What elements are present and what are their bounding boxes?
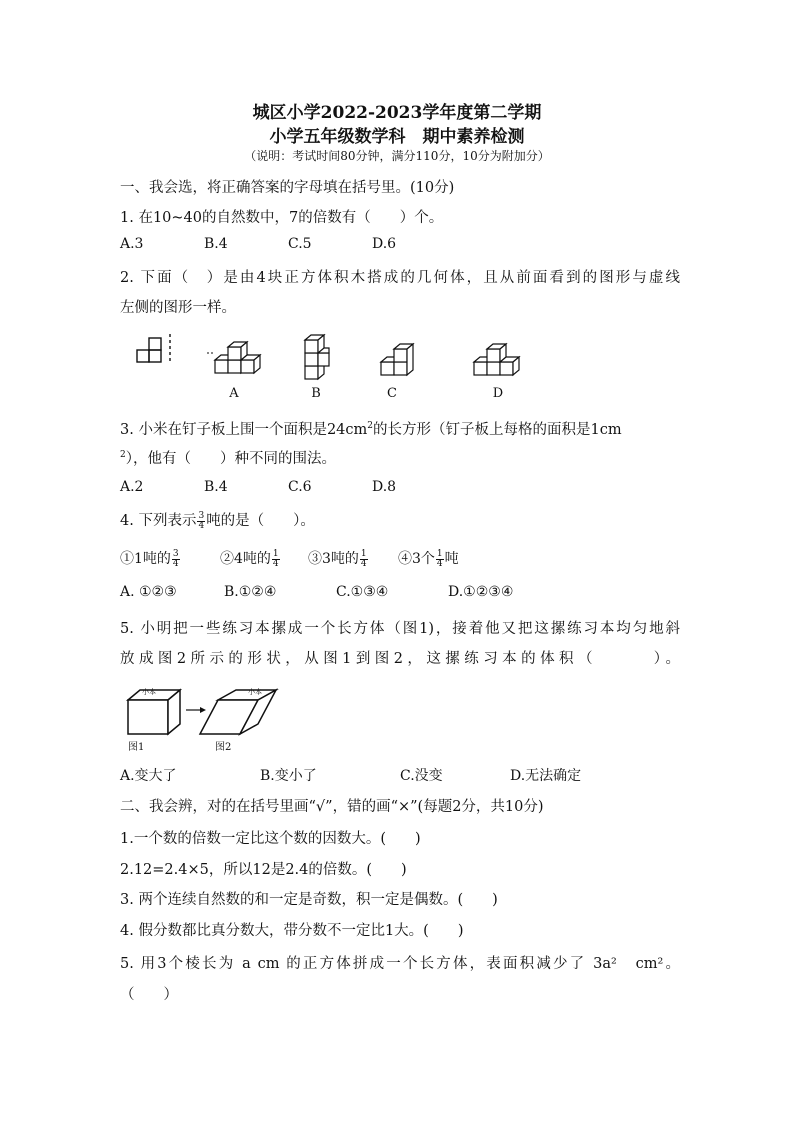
q2-option-b-figure[interactable] xyxy=(300,326,334,381)
s2-item-5: 5. 用3个棱长为 a cm 的正方体拼成一个长方体，表面积减少了 3a² cm²。 xyxy=(120,956,680,972)
q4-items xyxy=(120,548,488,569)
q4-option-c[interactable]: C.①③④ xyxy=(336,584,389,600)
q2-front-view-figure xyxy=(132,330,182,370)
q4-item-3: ③3吨的 $\frac{1}{4}$ xyxy=(308,548,367,569)
q1-option-b[interactable]: B.4 xyxy=(204,236,228,252)
exam-subtitle: 小学五年级数学科 期中素养检测 xyxy=(269,127,525,147)
q1-option-d[interactable]: D.6 xyxy=(372,236,397,252)
q1-options xyxy=(120,236,456,252)
svg-text:小本: 小本 xyxy=(142,688,156,696)
q5-option-d[interactable]: D.无法确定 xyxy=(510,768,582,784)
q3-options xyxy=(120,479,456,495)
svg-text:小本: 小本 xyxy=(248,688,262,696)
q4-item-2: ②4吨的 $\frac{1}{4}$ xyxy=(220,548,279,569)
s2-item-4: 4. 假分数都比真分数大，带分数不一定比1大。( ) xyxy=(120,923,464,939)
q5-option-a[interactable]: A.变大了 xyxy=(120,768,177,784)
q5-text-line2: 放成图2所示的形状，从图1到图2，这摞练习本的体积（ ）。 xyxy=(120,651,680,667)
q3-option-c[interactable]: C.6 xyxy=(288,479,312,495)
q2-label-b: B xyxy=(311,386,321,401)
q3-option-d[interactable]: D.8 xyxy=(372,479,397,495)
q1-option-c[interactable]: C.5 xyxy=(288,236,312,252)
s2-item-2: 2.12=2.4×5，所以12是2.4的倍数。( ) xyxy=(120,862,407,878)
q2-label-d: D xyxy=(492,386,504,401)
q5-fig2-label: 图2 xyxy=(215,742,232,753)
q5-text-line1: 5. 小明把一些练习本摞成一个长方体（图1)，接着他又把这摞练习本均匀地斜 xyxy=(120,621,680,637)
q3-option-b[interactable]: B.4 xyxy=(204,479,228,495)
q2-text-line1: 2. 下面（ ）是由4块正方体积木搭成的几何体，且从前面看到的图形与虚线 xyxy=(120,270,680,286)
q4-item-1: ①1吨的 $\frac{3}{4}$ xyxy=(120,548,179,569)
q4-option-a[interactable]: A. ①②③ xyxy=(120,584,177,600)
q1-option-a[interactable]: A.3 xyxy=(120,236,144,252)
s2-item-3: 3. 两个连续自然数的和一定是奇数，积一定是偶数。( ) xyxy=(120,892,498,908)
section2-heading: 二、我会辨，对的在括号里画“√”，错的画“×”(每题2分，共10分) xyxy=(120,799,544,815)
exam-title: 城区小学2022-2023学年度第二学期 xyxy=(252,103,542,123)
s2-item-1: 1.一个数的倍数一定比这个数的因数大。( ) xyxy=(120,831,421,847)
q4-options xyxy=(120,584,568,600)
q3-text-line2: $^2$），他有（ ）种不同的围法。 xyxy=(120,450,336,467)
q4-option-d[interactable]: D.①②③④ xyxy=(448,584,514,600)
q2-option-a-figure[interactable] xyxy=(205,335,265,380)
q2-label-c: C xyxy=(387,386,397,401)
q4-item-4: ④3个 $\frac{1}{4}$ 吨 xyxy=(398,548,459,569)
q5-options xyxy=(120,765,620,785)
q5-option-c[interactable]: C.没变 xyxy=(400,768,443,784)
s2-item-5-bracket: （ ） xyxy=(120,987,178,1003)
q2-label-a: A xyxy=(229,386,239,401)
q5-fig1-label: 图1 xyxy=(128,742,145,753)
exam-note: （说明：考试时间80分钟，满分110分，10分为附加分） xyxy=(244,149,550,163)
q5-option-b[interactable]: B.变小了 xyxy=(260,768,317,784)
q2-text-line2: 左侧的图形一样。 xyxy=(120,300,236,316)
q5-figures xyxy=(120,682,290,750)
q4-option-b[interactable]: B.①②④ xyxy=(224,584,277,600)
q4-fraction: $\frac{3}{4}$ xyxy=(198,510,205,531)
q2-option-c-figure[interactable] xyxy=(376,338,421,380)
q3-text-line1: 3. 小米在钉子板上围一个面积是$24cm^2$的长方形（钉子板上每格的面积是1cm xyxy=(120,421,622,438)
q1-text: 1. 在10~40的自然数中，7的倍数有（ ）个。 xyxy=(120,210,444,226)
section1-heading: 一、我会选，将正确答案的字母填在括号里。(10分) xyxy=(120,180,455,196)
q4-text: 4. 下列表示 $\frac{3}{4}$ 吨的是（ ）。 xyxy=(120,510,315,531)
q2-option-d-figure[interactable] xyxy=(470,340,525,380)
q3-option-a[interactable]: A.2 xyxy=(120,479,144,495)
